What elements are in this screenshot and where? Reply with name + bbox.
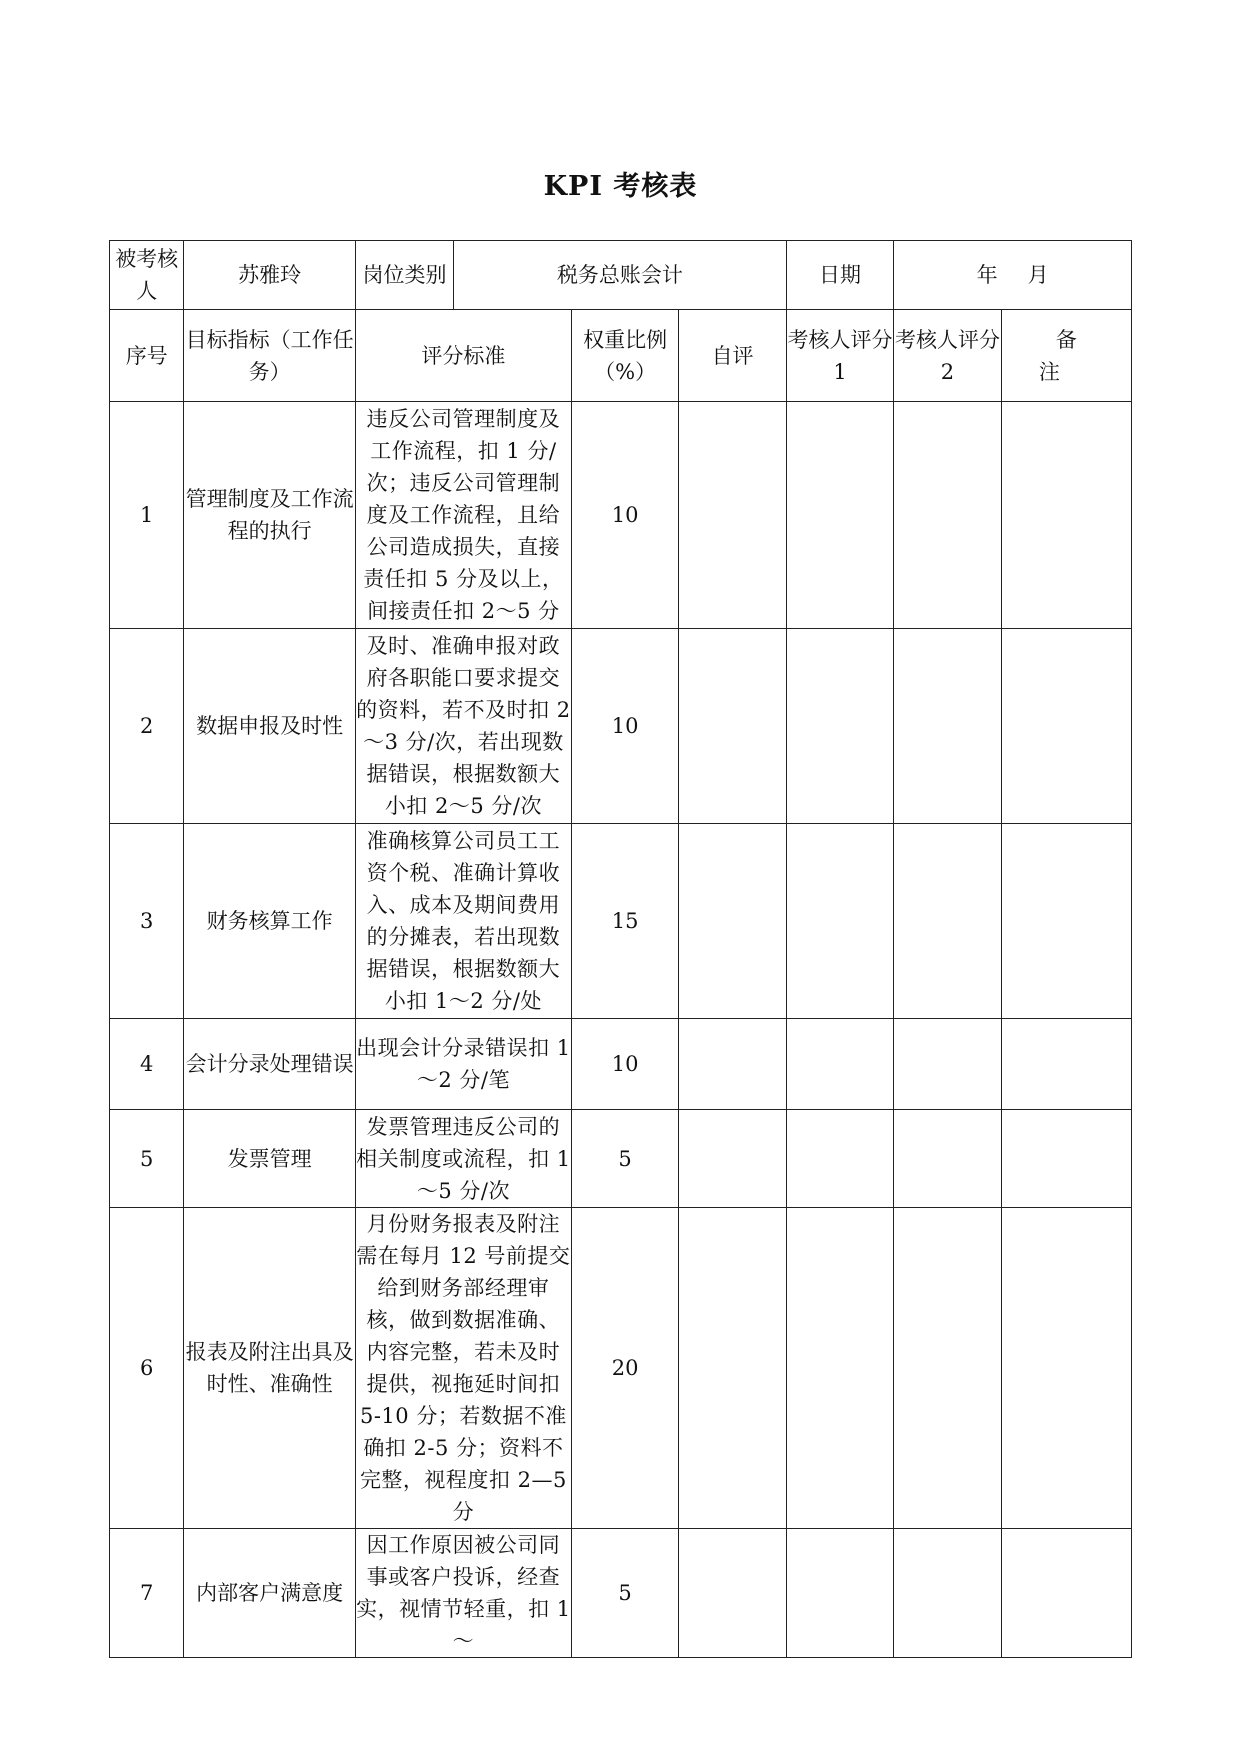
row-remarks <box>1001 1110 1131 1208</box>
row-assessor2-score <box>894 1019 1001 1110</box>
row-assessor2-score <box>894 1110 1001 1208</box>
row-assessor1-score <box>786 1019 893 1110</box>
row-assessor2-score <box>894 824 1001 1019</box>
row-index: 6 <box>110 1208 184 1529</box>
row-remarks <box>1001 1529 1131 1658</box>
row-index: 7 <box>110 1529 184 1658</box>
row-assessor2-score <box>894 629 1001 824</box>
row-remarks <box>1001 629 1131 824</box>
row-target: 内部客户满意度 <box>184 1529 356 1658</box>
row-weight: 10 <box>571 629 678 824</box>
row-assessor1-score <box>786 824 893 1019</box>
row-weight: 5 <box>571 1529 678 1658</box>
row-criteria: 发票管理违反公司的相关制度或流程，扣 1～5 分/次 <box>355 1110 571 1208</box>
row-criteria: 违反公司管理制度及工作流程，扣 1 分/次；违反公司管理制度及工作流程，且给公司造成损失，直接责任扣 5 分及以上，间接责任扣 2～5 分 <box>355 402 571 629</box>
row-assessor1-score <box>786 1208 893 1529</box>
row-self-eval <box>679 402 786 629</box>
header-info-row <box>110 241 1132 310</box>
row-assessor1-score <box>786 402 893 629</box>
row-index: 2 <box>110 629 184 824</box>
col-self-eval-header: 自评 <box>679 310 786 402</box>
table-row <box>110 824 1132 1019</box>
row-target: 管理制度及工作流程的执行 <box>184 402 356 629</box>
table-row <box>110 402 1132 629</box>
row-weight: 15 <box>571 824 678 1019</box>
row-weight: 10 <box>571 402 678 629</box>
row-index: 3 <box>110 824 184 1019</box>
row-criteria: 月份财务报表及附注需在每月 12 号前提交给到财务部经理审核，做到数据准确、内容完整，若未及时提供，视拖延时间扣 5-10 分；若数据不准确扣 2-5 分；资料不完整，视程度扣 2—5 分 <box>355 1208 571 1529</box>
table-row <box>110 629 1132 824</box>
col-target-header: 目标指标（工作任务） <box>184 310 356 402</box>
row-criteria: 及时、准确申报对政府各职能口要求提交的资料，若不及时扣 2～3 分/次，若出现数据错误，根据数额大小扣 2～5 分/次 <box>355 629 571 824</box>
row-self-eval <box>679 824 786 1019</box>
row-index: 5 <box>110 1110 184 1208</box>
row-assessor1-score <box>786 1529 893 1658</box>
row-weight: 20 <box>571 1208 678 1529</box>
row-criteria: 出现会计分录错误扣 1～2 分/笔 <box>355 1019 571 1110</box>
row-target: 财务核算工作 <box>184 824 356 1019</box>
row-criteria: 因工作原因被公司同事或客户投诉，经查实，视情节轻重，扣 1～ <box>355 1529 571 1658</box>
assessee-name: 苏雅玲 <box>184 241 356 310</box>
row-self-eval <box>679 1529 786 1658</box>
page-title: KPI 考核表 <box>543 171 698 202</box>
row-assessor1-score <box>786 1110 893 1208</box>
assessee-label: 被考核人 <box>110 241 184 310</box>
row-target: 会计分录处理错误 <box>184 1019 356 1110</box>
col-assessor1-header: 考核人评分 1 <box>786 310 893 402</box>
row-self-eval <box>679 1208 786 1529</box>
table-row <box>110 1208 1132 1529</box>
row-self-eval <box>679 1110 786 1208</box>
position-value: 税务总账会计 <box>454 241 787 310</box>
row-self-eval <box>679 629 786 824</box>
position-label: 岗位类别 <box>355 241 453 310</box>
row-remarks <box>1001 824 1131 1019</box>
col-assessor2-header: 考核人评分 2 <box>894 310 1001 402</box>
row-remarks <box>1001 402 1131 629</box>
row-weight: 5 <box>571 1110 678 1208</box>
date-label: 日期 <box>786 241 893 310</box>
row-remarks <box>1001 1019 1131 1110</box>
row-index: 1 <box>110 402 184 629</box>
row-assessor2-score <box>894 402 1001 629</box>
table-row <box>110 1110 1132 1208</box>
row-weight: 10 <box>571 1019 678 1110</box>
row-index: 4 <box>110 1019 184 1110</box>
date-value: 年 月 <box>894 241 1132 310</box>
row-self-eval <box>679 1019 786 1110</box>
col-weight-header: 权重比例（%） <box>571 310 678 402</box>
table-row <box>110 1019 1132 1110</box>
column-header-row <box>110 310 1132 402</box>
row-remarks <box>1001 1208 1131 1529</box>
row-target: 数据申报及时性 <box>184 629 356 824</box>
row-assessor2-score <box>894 1208 1001 1529</box>
row-criteria: 准确核算公司员工工资个税、准确计算收入、成本及期间费用的分摊表，若出现数据错误，根据数额大小扣 1～2 分/处 <box>355 824 571 1019</box>
row-assessor2-score <box>894 1529 1001 1658</box>
table-row <box>110 1529 1132 1658</box>
kpi-table <box>109 240 1132 1658</box>
col-remarks-header: 备注 <box>1001 310 1131 402</box>
row-target: 发票管理 <box>184 1110 356 1208</box>
col-criteria-header: 评分标准 <box>355 310 571 402</box>
row-target: 报表及附注出具及时性、准确性 <box>184 1208 356 1529</box>
row-assessor1-score <box>786 629 893 824</box>
col-index-header: 序号 <box>110 310 184 402</box>
